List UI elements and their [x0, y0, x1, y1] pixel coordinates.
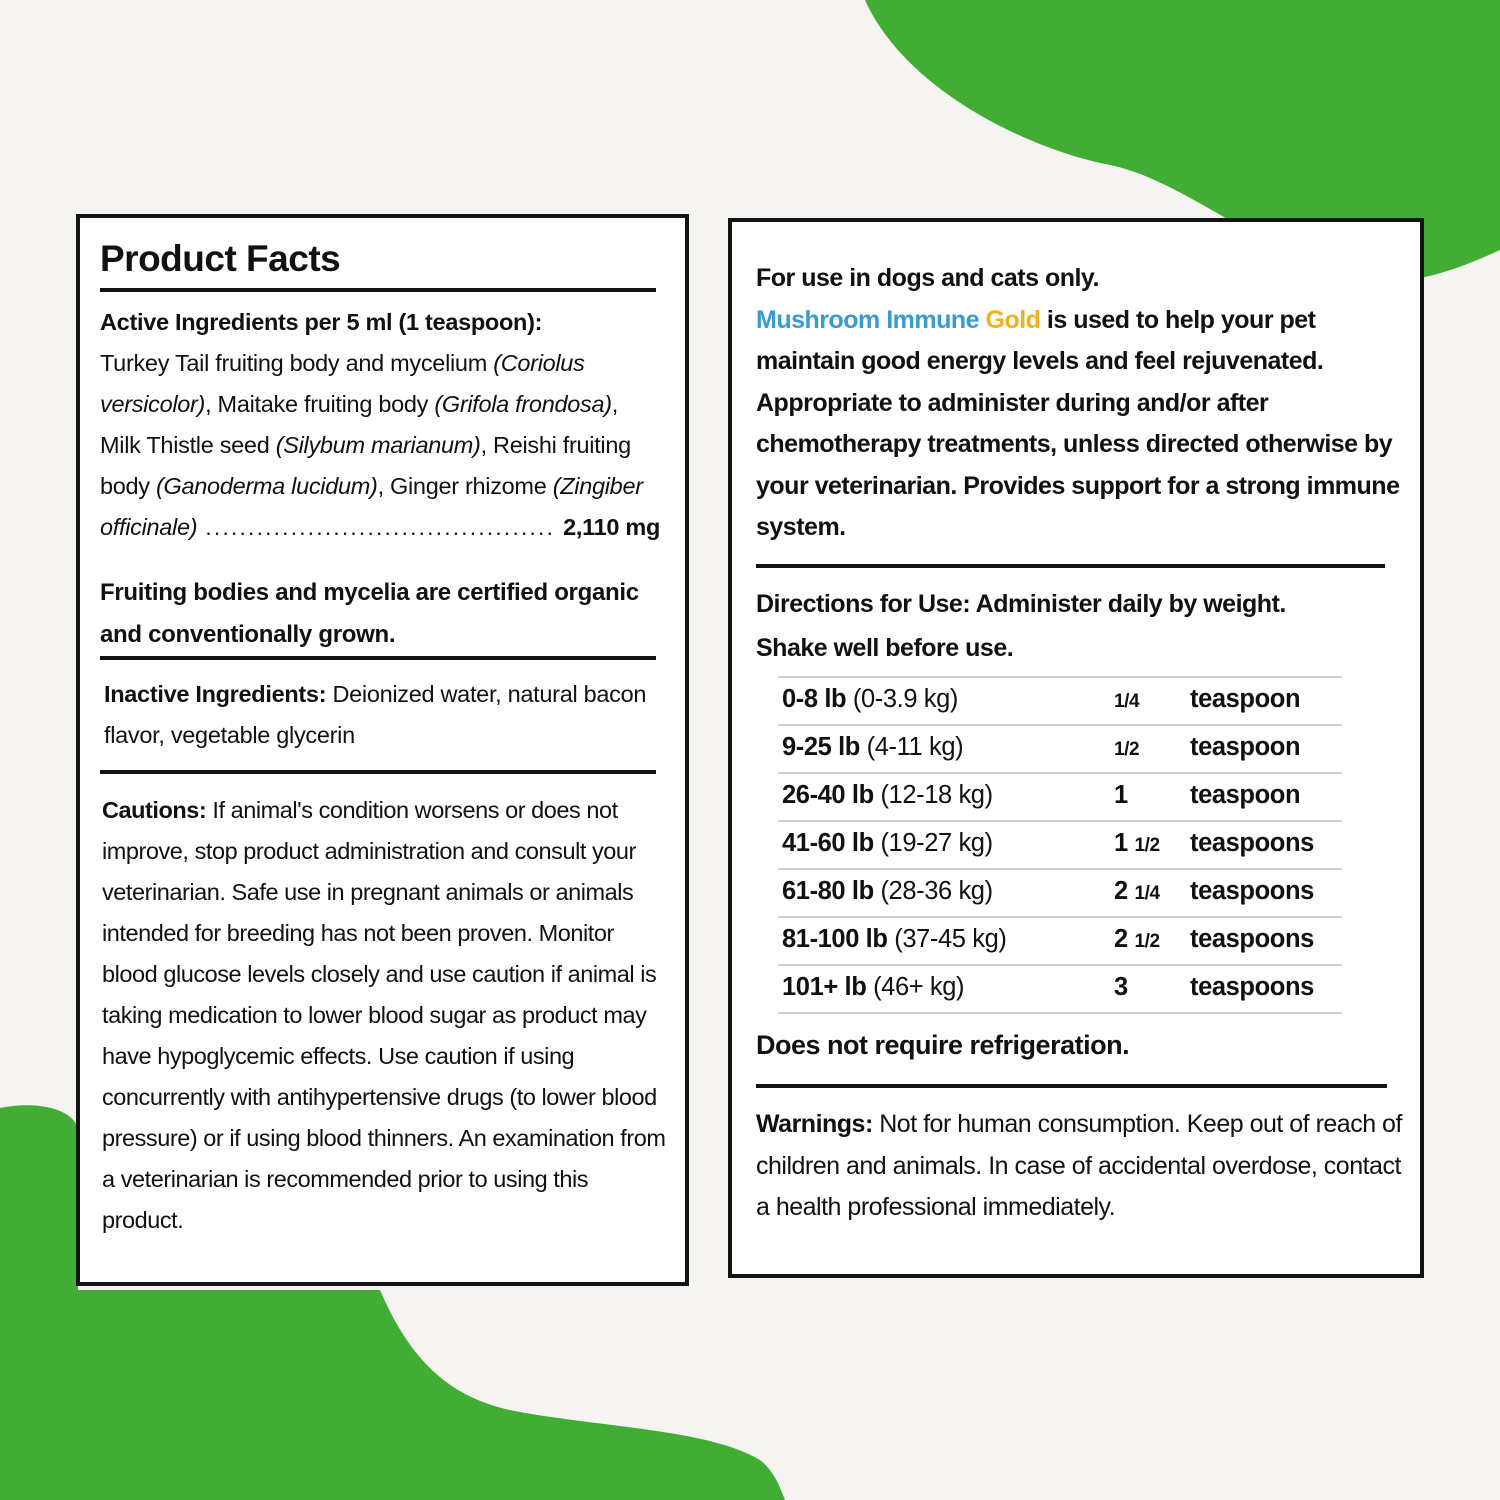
dose-unit: teaspoons: [1190, 925, 1314, 953]
weight-kg: (28-36 kg): [873, 877, 993, 905]
dose-fraction: 1/4: [1134, 883, 1160, 904]
dosage-row: [778, 870, 1342, 918]
directions: [756, 582, 1406, 670]
dose-whole: 1: [1114, 781, 1128, 809]
weight-lb: 61-80 lb: [782, 877, 874, 905]
dosage-row: [778, 726, 1342, 774]
divider: [756, 564, 1385, 568]
total-amount: 2,110 mg: [563, 514, 660, 540]
weight-lb: 0-8 lb: [782, 685, 847, 713]
dose-fraction: 1/4: [1114, 691, 1140, 712]
weight-kg: (46+ kg): [866, 973, 965, 1001]
dose-unit: teaspoon: [1190, 781, 1301, 809]
description-text: is used to help your pet maintain good energy levels and feel rejuvenated. Appropriate to administer during and/or after chemotherapy treatments, unless directed otherwise by your veterinarian. Provides support for a strong immune system.: [756, 305, 1400, 541]
organic-note: Fruiting bodies and mycelia are certified organic and conventionally grown.: [100, 579, 639, 648]
dosage-row: [778, 966, 1342, 1014]
active-ingredients-section: [100, 302, 660, 548]
brand-name-part2: Gold: [985, 305, 1041, 334]
description: [756, 300, 1406, 549]
warnings-label: Warnings:: [756, 1110, 873, 1138]
ingredient-latin: officinale): [100, 514, 198, 540]
active-ingredients-heading: Active Ingredients per 5 ml (1 teaspoon):: [100, 309, 543, 335]
dose-whole: 2: [1114, 877, 1135, 905]
warnings-text: Not for human consumption. Keep out of reach of children and animals. In case of accidental overdose, contact a health professional immediately.: [756, 1110, 1402, 1221]
weight-kg: (12-18 kg): [873, 781, 993, 809]
product-facts-title: Product Facts: [100, 238, 341, 279]
weight-lb: 81-100 lb: [782, 925, 888, 953]
weight-kg: (4-11 kg): [859, 733, 964, 761]
cautions-label: Cautions:: [102, 797, 207, 823]
directions-line2: Shake well before use.: [756, 634, 1014, 662]
dose-unit: teaspoon: [1190, 733, 1301, 761]
separator: ,: [611, 391, 618, 417]
product-facts-panel: [76, 214, 689, 1286]
dot-leader: [205, 507, 557, 548]
inactive-label: Inactive Ingredients:: [104, 681, 327, 707]
ingredient-name: Reishi fruiting body: [100, 432, 631, 499]
divider: [756, 1084, 1387, 1088]
separator: ,: [205, 391, 218, 417]
weight-lb: 101+ lb: [782, 973, 867, 1001]
weight-lb: 9-25 lb: [782, 733, 860, 761]
dosage-row: [778, 678, 1342, 726]
brand-name-part1: Mushroom Immune: [756, 305, 986, 334]
ingredient-latin: (Coriolus versicolor): [100, 350, 585, 417]
dosage-row: [778, 822, 1342, 870]
inactive-ingredients: [104, 674, 654, 756]
directions-line1: Directions for Use: Administer daily by weight.: [756, 590, 1286, 618]
weight-kg: (37-45 kg): [887, 925, 1007, 953]
separator: ,: [480, 432, 494, 458]
dose-whole: 2: [1114, 925, 1135, 953]
dose-fraction: 1/2: [1134, 931, 1160, 952]
dose-unit: teaspoons: [1190, 973, 1314, 1001]
dose-unit: teaspoon: [1190, 685, 1301, 713]
dose-fraction: 1/2: [1114, 739, 1140, 760]
weight-lb: 41-60 lb: [782, 829, 874, 857]
ingredient-latin: (Silybum marianum): [275, 432, 481, 458]
intro-text: [756, 258, 1406, 549]
ingredient-name: Maitake fruiting body: [217, 391, 435, 417]
divider: [100, 288, 656, 292]
ingredient-name: Milk Thistle seed: [100, 432, 276, 458]
separator: ,: [377, 473, 391, 499]
weight-kg: (19-27 kg): [873, 829, 993, 857]
warnings: [756, 1104, 1406, 1229]
dose-unit: teaspoons: [1190, 829, 1314, 857]
dosage-row: [778, 774, 1342, 822]
dosage-table: [778, 676, 1342, 1014]
ingredient-latin: (Grifola frondosa): [434, 391, 612, 417]
weight-kg: (0-3.9 kg): [846, 685, 959, 713]
ingredient-name: Ginger rhizome: [390, 473, 553, 499]
divider: [100, 656, 656, 660]
weight-lb: 26-40 lb: [782, 781, 874, 809]
dose-fraction: 1/2: [1134, 835, 1160, 856]
dose-unit: teaspoons: [1190, 877, 1314, 905]
refrigeration-note: Does not require refrigeration.: [756, 1030, 1130, 1060]
dosage-row: [778, 918, 1342, 966]
ingredients-list: [100, 343, 660, 507]
divider: [100, 770, 656, 774]
ingredient-latin: (Zingiber: [552, 473, 643, 499]
dose-whole: 3: [1114, 973, 1128, 1001]
ingredient-name: Turkey Tail fruiting body and mycelium: [100, 350, 494, 376]
inactive-text: Deionized water, natural bacon flavor, vegetable glycerin: [104, 681, 647, 748]
dose-whole: 1: [1114, 829, 1135, 857]
cautions-text: If animal's condition worsens or does not improve, stop product administration and consult your veterinarian. Safe use in pregnant animals or animals intended for breeding has not been proven. Monitor blood glucose levels closely and use caution if animal is taking medication to lower blood sugar as product may have hypoglycemic effects. Use caution if using concurrently with antihypertensive drugs (to lower blood pressure) or if using blood thinners. An examination from a veterinarian is recommended prior to using this product.: [102, 797, 666, 1233]
cautions: [102, 790, 672, 1241]
ingredient-latin: (Ganoderma lucidum): [156, 473, 378, 499]
species-note: For use in dogs and cats only.: [756, 264, 1099, 292]
amount-row: [100, 507, 660, 548]
usage-panel: [728, 218, 1424, 1278]
